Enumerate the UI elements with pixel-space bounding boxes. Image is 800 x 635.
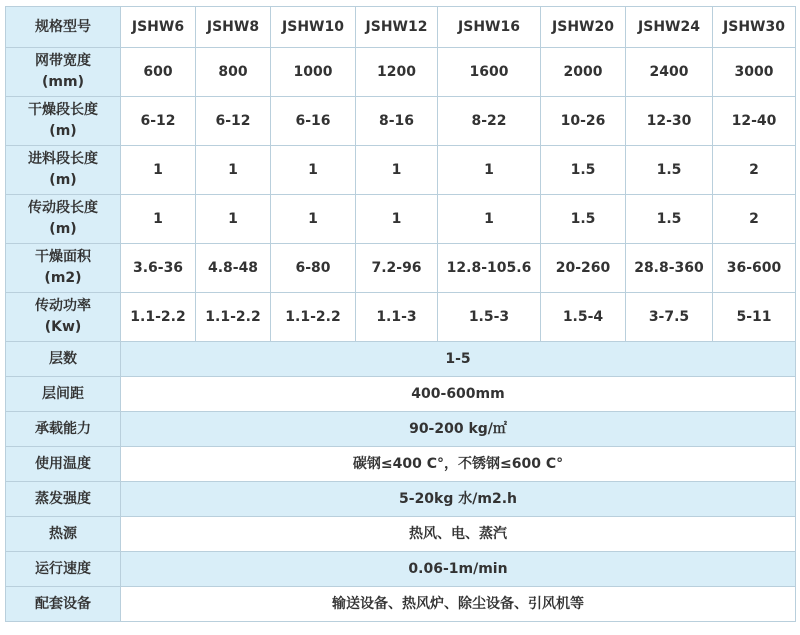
label-line: 进料段长度 <box>28 151 98 167</box>
value-cell: 600 <box>121 48 196 97</box>
value-cell: 6-80 <box>271 244 356 293</box>
value-cell: 28.8-360 <box>626 244 713 293</box>
value-cell: 1 <box>196 146 271 195</box>
value-cell: 1 <box>121 146 196 195</box>
table-row <box>6 97 796 146</box>
table-row <box>6 517 796 552</box>
row-label-cell: 层间距 <box>6 377 121 412</box>
label-line: 传动功率 <box>35 298 91 314</box>
label-unit: (mm) <box>42 74 84 90</box>
value-cell: 2400 <box>626 48 713 97</box>
value-cell: 3-7.5 <box>626 293 713 342</box>
label-line: 传动段长度 <box>28 200 98 216</box>
value-cell: 1.5 <box>541 195 626 244</box>
value-cell: 3.6-36 <box>121 244 196 293</box>
model-header-cell: JSHW6 <box>121 7 196 48</box>
value-cell: 1 <box>271 146 356 195</box>
merged-value-cell: 5-20kg 水/m2.h <box>121 482 796 517</box>
table-row <box>6 482 796 517</box>
model-header-cell: JSHW10 <box>271 7 356 48</box>
table-row <box>6 146 796 195</box>
merged-value-cell: 0.06-1m/min <box>121 552 796 587</box>
row-label-cell <box>6 195 121 244</box>
merged-value-cell: 90-200 kg/㎡ <box>121 412 796 447</box>
value-cell: 1 <box>438 146 541 195</box>
table-row <box>6 587 796 622</box>
value-cell: 1.1-2.2 <box>121 293 196 342</box>
header-label-cell: 规格型号 <box>6 7 121 48</box>
value-cell: 1 <box>356 195 438 244</box>
label-unit: (m) <box>49 221 77 237</box>
model-header-cell: JSHW12 <box>356 7 438 48</box>
table-row <box>6 412 796 447</box>
row-label-cell <box>6 97 121 146</box>
value-cell: 1.1-2.2 <box>196 293 271 342</box>
table-row <box>6 342 796 377</box>
value-cell: 3000 <box>713 48 796 97</box>
label-unit: (m2) <box>44 270 82 286</box>
table-row <box>6 195 796 244</box>
table-row <box>6 552 796 587</box>
row-label-cell <box>6 244 121 293</box>
label-line: 干燥面积 <box>35 249 91 265</box>
value-cell: 12.8-105.6 <box>438 244 541 293</box>
value-cell: 2 <box>713 195 796 244</box>
row-label-cell: 运行速度 <box>6 552 121 587</box>
value-cell: 10-26 <box>541 97 626 146</box>
value-cell: 12-40 <box>713 97 796 146</box>
value-cell: 1 <box>271 195 356 244</box>
value-cell: 1 <box>438 195 541 244</box>
label-unit: (Kw) <box>44 319 82 335</box>
value-cell: 1 <box>356 146 438 195</box>
model-header-cell: JSHW8 <box>196 7 271 48</box>
model-header-cell: JSHW16 <box>438 7 541 48</box>
value-cell: 1.5 <box>541 146 626 195</box>
label-unit: (m) <box>49 172 77 188</box>
row-label-cell: 承载能力 <box>6 412 121 447</box>
value-cell: 36-600 <box>713 244 796 293</box>
value-cell: 2 <box>713 146 796 195</box>
merged-value-cell: 碳钢≤400 C°，不锈钢≤600 C° <box>121 447 796 482</box>
row-label-cell: 蒸发强度 <box>6 482 121 517</box>
value-cell: 1.5-4 <box>541 293 626 342</box>
value-cell: 1 <box>196 195 271 244</box>
value-cell: 2000 <box>541 48 626 97</box>
value-cell: 1.5 <box>626 195 713 244</box>
value-cell: 4.8-48 <box>196 244 271 293</box>
value-cell: 8-16 <box>356 97 438 146</box>
model-header-cell: JSHW30 <box>713 7 796 48</box>
value-cell: 6-12 <box>121 97 196 146</box>
row-label-cell: 热源 <box>6 517 121 552</box>
header-row <box>6 7 796 48</box>
merged-value-cell: 输送设备、热风炉、除尘设备、引风机等 <box>121 587 796 622</box>
value-cell: 12-30 <box>626 97 713 146</box>
value-cell: 20-260 <box>541 244 626 293</box>
merged-value-cell: 热风、电、蒸汽 <box>121 517 796 552</box>
value-cell: 8-22 <box>438 97 541 146</box>
value-cell: 1.5 <box>626 146 713 195</box>
table-row <box>6 377 796 412</box>
merged-value-cell: 400-600mm <box>121 377 796 412</box>
merged-value-cell: 1-5 <box>121 342 796 377</box>
value-cell: 1.1-3 <box>356 293 438 342</box>
table-row <box>6 48 796 97</box>
label-unit: (m) <box>49 123 77 139</box>
value-cell: 1 <box>121 195 196 244</box>
row-label-cell: 配套设备 <box>6 587 121 622</box>
value-cell: 1.5-3 <box>438 293 541 342</box>
value-cell: 6-16 <box>271 97 356 146</box>
value-cell: 800 <box>196 48 271 97</box>
value-cell: 1200 <box>356 48 438 97</box>
spec-table <box>5 6 796 622</box>
value-cell: 7.2-96 <box>356 244 438 293</box>
row-label-cell: 层数 <box>6 342 121 377</box>
label-line: 网带宽度 <box>35 53 91 69</box>
value-cell: 1000 <box>271 48 356 97</box>
label-line: 干燥段长度 <box>28 102 98 118</box>
row-label-cell: 使用温度 <box>6 447 121 482</box>
value-cell: 1600 <box>438 48 541 97</box>
value-cell: 5-11 <box>713 293 796 342</box>
row-label-cell <box>6 293 121 342</box>
row-label-cell <box>6 146 121 195</box>
table-row <box>6 244 796 293</box>
value-cell: 1.1-2.2 <box>271 293 356 342</box>
value-cell: 6-12 <box>196 97 271 146</box>
model-header-cell: JSHW24 <box>626 7 713 48</box>
table-row <box>6 293 796 342</box>
table-row <box>6 447 796 482</box>
model-header-cell: JSHW20 <box>541 7 626 48</box>
row-label-cell <box>6 48 121 97</box>
